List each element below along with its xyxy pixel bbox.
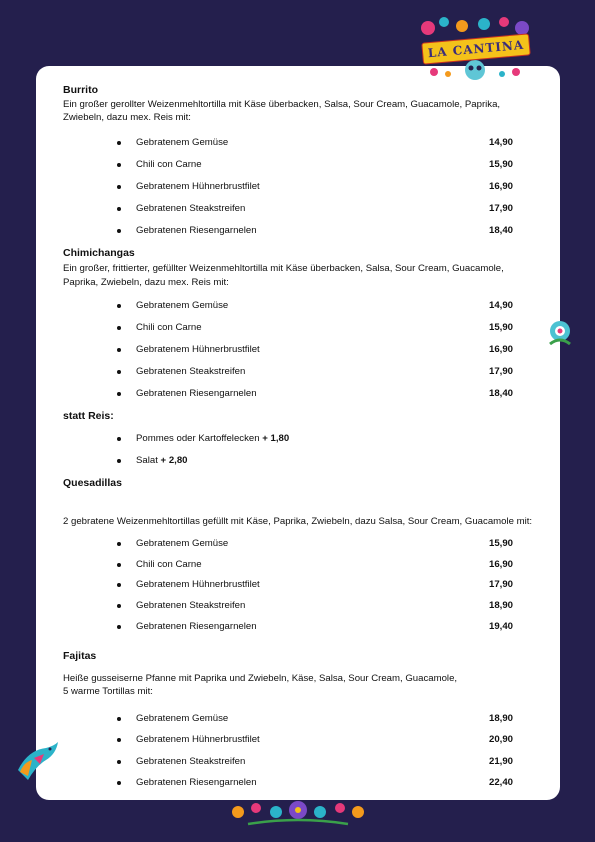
section-title-fajitas: Fajitas <box>63 650 97 662</box>
section-title-quesadillas: Quesadillas <box>63 477 122 489</box>
burrito-description-line1: Ein großer gerollter Weizenmehltortilla mit Käse überbacken, Salsa, Sour Cream, Guacamole, Paprika, <box>63 99 501 110</box>
burrito-description-line2: Zwiebeln, dazu mex. Reis mit: <box>63 112 191 123</box>
price: 16,90 <box>489 181 514 192</box>
price: 16,90 <box>489 559 514 570</box>
fajitas-description-line1: Heiße gusseiserne Pfanne mit Paprika und Zwiebeln, Käse, Salsa, Sour Cream, Guacamole, <box>63 673 458 684</box>
price: 15,90 <box>489 538 514 549</box>
quesadillas-description: 2 gebratene Weizenmehltortillas gefüllt mit Käse, Paprika, Zwiebeln, dazu Salsa, Sour Cream, Guacamole mit: <box>63 516 533 527</box>
price: 21,90 <box>489 756 514 767</box>
price: 22,40 <box>489 777 514 788</box>
price: 15,90 <box>489 322 514 333</box>
la-cantina-logo <box>414 14 536 80</box>
logo-banner: LA CANTINA <box>421 33 531 64</box>
price: 18,40 <box>489 225 514 236</box>
price: 19,40 <box>489 621 514 632</box>
price: 14,90 <box>489 300 514 311</box>
bird-ornament-icon <box>14 740 60 782</box>
price: 17,90 <box>489 203 514 214</box>
price: 14,90 <box>489 137 514 148</box>
price: 18,40 <box>489 388 514 399</box>
price: 18,90 <box>489 713 514 724</box>
price: 17,90 <box>489 579 514 590</box>
price: 15,90 <box>489 159 514 170</box>
price: 17,90 <box>489 366 514 377</box>
price: 18,90 <box>489 600 514 611</box>
flower-ornament-icon <box>544 318 576 348</box>
price: 20,90 <box>489 734 514 745</box>
bottom-flowers-icon <box>228 798 368 830</box>
section-title-burrito: Burrito <box>63 84 98 96</box>
chimichangas-description-line1: Ein großer, frittierter, gefüllter Weizenmehltortilla mit Käse überbacken, Salsa, Sour Cream, Guacamole, <box>63 263 504 274</box>
section-title-statt-reis: statt Reis: <box>63 410 114 422</box>
chimichangas-description-line2: Paprika, Zwiebeln, dazu mex. Reis mit: <box>63 277 229 288</box>
fajitas-description-line2: 5 warme Tortillas mit: <box>63 686 153 697</box>
price: 16,90 <box>489 344 514 355</box>
section-title-chimichangas: Chimichangas <box>63 247 135 259</box>
